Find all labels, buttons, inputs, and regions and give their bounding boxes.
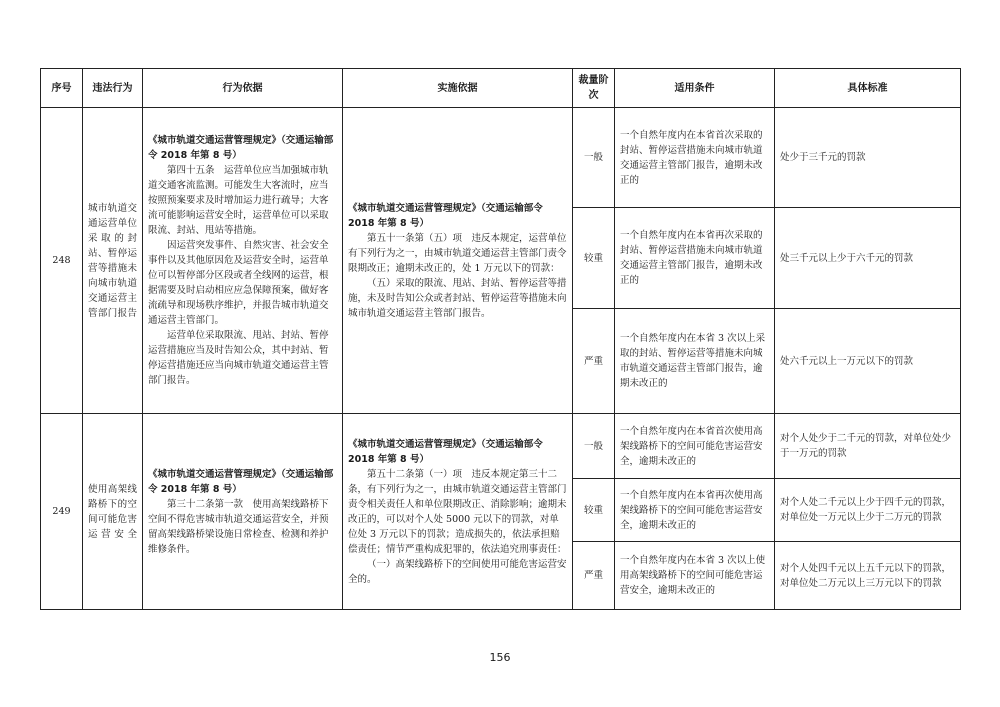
condition-cell: 一个自然年度内在本省 3 次以上采取的封站、暂停运营等措施未向城市轨道交通运营主管部门报告，逾期未改正的 — [615, 309, 775, 414]
table-row — [41, 108, 961, 208]
impl-regulation-title: 《城市轨道交通运营管理规定》（交通运输部令 2018 年第 8 号） — [348, 438, 543, 465]
header-applicable-conditions: 适用条件 — [615, 69, 775, 108]
discretion-level-cell: 一般 — [573, 108, 615, 208]
penalty-standards-table — [40, 68, 961, 610]
implementation-basis-cell — [343, 108, 573, 414]
violation-cell: 城市轨道交通运营单位采取的封站、暂停运营等措施未向城市轨道交通运营主管部门报告 — [83, 108, 143, 414]
basis-regulation-title: 《城市轨道交通运营管理规定》（交通运输部令 2018 年第 8 号） — [148, 135, 334, 161]
serial-no-cell: 248 — [41, 108, 83, 414]
impl-regulation-title: 《城市轨道交通运营管理规定》（交通运输部令 2018 年第 8 号） — [348, 202, 543, 229]
impl-paragraph: 第五十二条第（一）项 违反本规定第三十二条，有下列行为之一，由城市轨道交通运营主管部门责令相关责任人和单位限期改正、消除影响；逾期未改正的，可以对个人处 5000 元以下的罚款，对单位处 3 万元以下的罚款；造成损失的，依法承担赔偿责任；情节严重构成犯罪的，依法追究刑事责任： — [348, 468, 567, 555]
condition-cell: 一个自然年度内在本省 3 次以上使用高架线路桥下的空间可能危害运营安全，逾期未改正的 — [615, 542, 775, 610]
impl-paragraph: （五）采取的限流、甩站、封站、暂停运营等措施，未及时告知公众或者封站、暂停运营等措施未向城市轨道交通运营主管部门报告。 — [348, 277, 567, 319]
standard-cell: 处少于三千元的罚款 — [775, 108, 961, 208]
standard-cell: 处六千元以上一万元以下的罚款 — [775, 309, 961, 414]
basis-regulation-title: 《城市轨道交通运营管理规定》（交通运输部令 2018 年第 8 号） — [148, 468, 334, 495]
standard-cell: 对个人处四千元以上五千元以下的罚款，对单位处二万元以上三万元以下的罚款 — [775, 542, 961, 610]
discretion-level-cell: 一般 — [573, 414, 615, 479]
basis-paragraph: 因运营突发事件、自然灾害、社会安全事件以及其他原因危及运营安全时，运营单位可以暂停部分区段或者全线网的运营，根据需要及时启动相应应急保障预案，做好客流疏导和现场秩序维护，并报告城市轨道交通运营主管部门。 — [148, 240, 329, 326]
implementation-basis-cell — [343, 414, 573, 610]
condition-cell: 一个自然年度内在本省再次使用高架线路桥下的空间可能危害运营安全，逾期未改正的 — [615, 479, 775, 542]
legal-basis-cell — [143, 414, 343, 610]
header-serial-no: 序号 — [41, 69, 83, 108]
basis-paragraph: 第三十二条第一款 使用高架线路桥下空间不得危害城市轨道交通运营安全，并预留高架线路桥梁设施日常检查、检测和养护维修条件。 — [148, 498, 329, 555]
standard-cell: 对个人处二千元以上少于四千元的罚款，对单位处一万元以上少于二万元的罚款 — [775, 479, 961, 542]
serial-no-cell: 249 — [41, 414, 83, 610]
discretion-level-cell: 较重 — [573, 208, 615, 309]
discretion-level-cell: 严重 — [573, 542, 615, 610]
violation-cell: 使用高架线路桥下的空间可能危害运营安全 — [83, 414, 143, 610]
impl-paragraph: 第五十一条第（五）项 违反本规定，运营单位有下列行为之一，由城市轨道交通运营主管部门责令限期改正；逾期未改正的，处 1 万元以下的罚款： — [348, 232, 567, 274]
header-discretion-level: 裁量阶次 — [573, 69, 615, 108]
basis-paragraph: 第四十五条 运营单位应当加强城市轨道交通客流监测。可能发生大客流时，应当按照预案要求及时增加运力进行疏导；大客流可能影响运营安全时，运营单位可以采取限流、封站、甩站等措施。 — [148, 165, 329, 236]
condition-cell: 一个自然年度内在本省首次采取的封站、暂停运营措施未向城市轨道交通运营主管部门报告，逾期未改正的 — [615, 108, 775, 208]
discretion-level-cell: 较重 — [573, 479, 615, 542]
header-specific-standard: 具体标准 — [775, 69, 961, 108]
condition-cell: 一个自然年度内在本省首次使用高架线路桥下的空间可能危害运营安全，逾期未改正的 — [615, 414, 775, 479]
header-implementation-basis: 实施依据 — [343, 69, 573, 108]
page-number: 156 — [489, 651, 511, 664]
header-violation: 违法行为 — [83, 69, 143, 108]
table-row — [41, 414, 961, 479]
standard-cell: 处三千元以上少于六千元的罚款 — [775, 208, 961, 309]
basis-paragraph: 运营单位采取限流、甩站、封站、暂停运营措施应当及时告知公众，其中封站、暂停运营措施还应当向城市轨道交通运营主管部门报告。 — [148, 330, 329, 386]
impl-paragraph: （一）高架线路桥下的空间使用可能危害运营安全的。 — [348, 558, 567, 585]
header-legal-basis: 行为依据 — [143, 69, 343, 108]
standard-cell: 对个人处少于二千元的罚款，对单位处少于一万元的罚款 — [775, 414, 961, 479]
condition-cell: 一个自然年度内在本省再次采取的封站、暂停运营措施未向城市轨道交通运营主管部门报告，逾期未改正的 — [615, 208, 775, 309]
legal-basis-cell — [143, 108, 343, 414]
table-header-row — [41, 69, 961, 108]
discretion-level-cell: 严重 — [573, 309, 615, 414]
